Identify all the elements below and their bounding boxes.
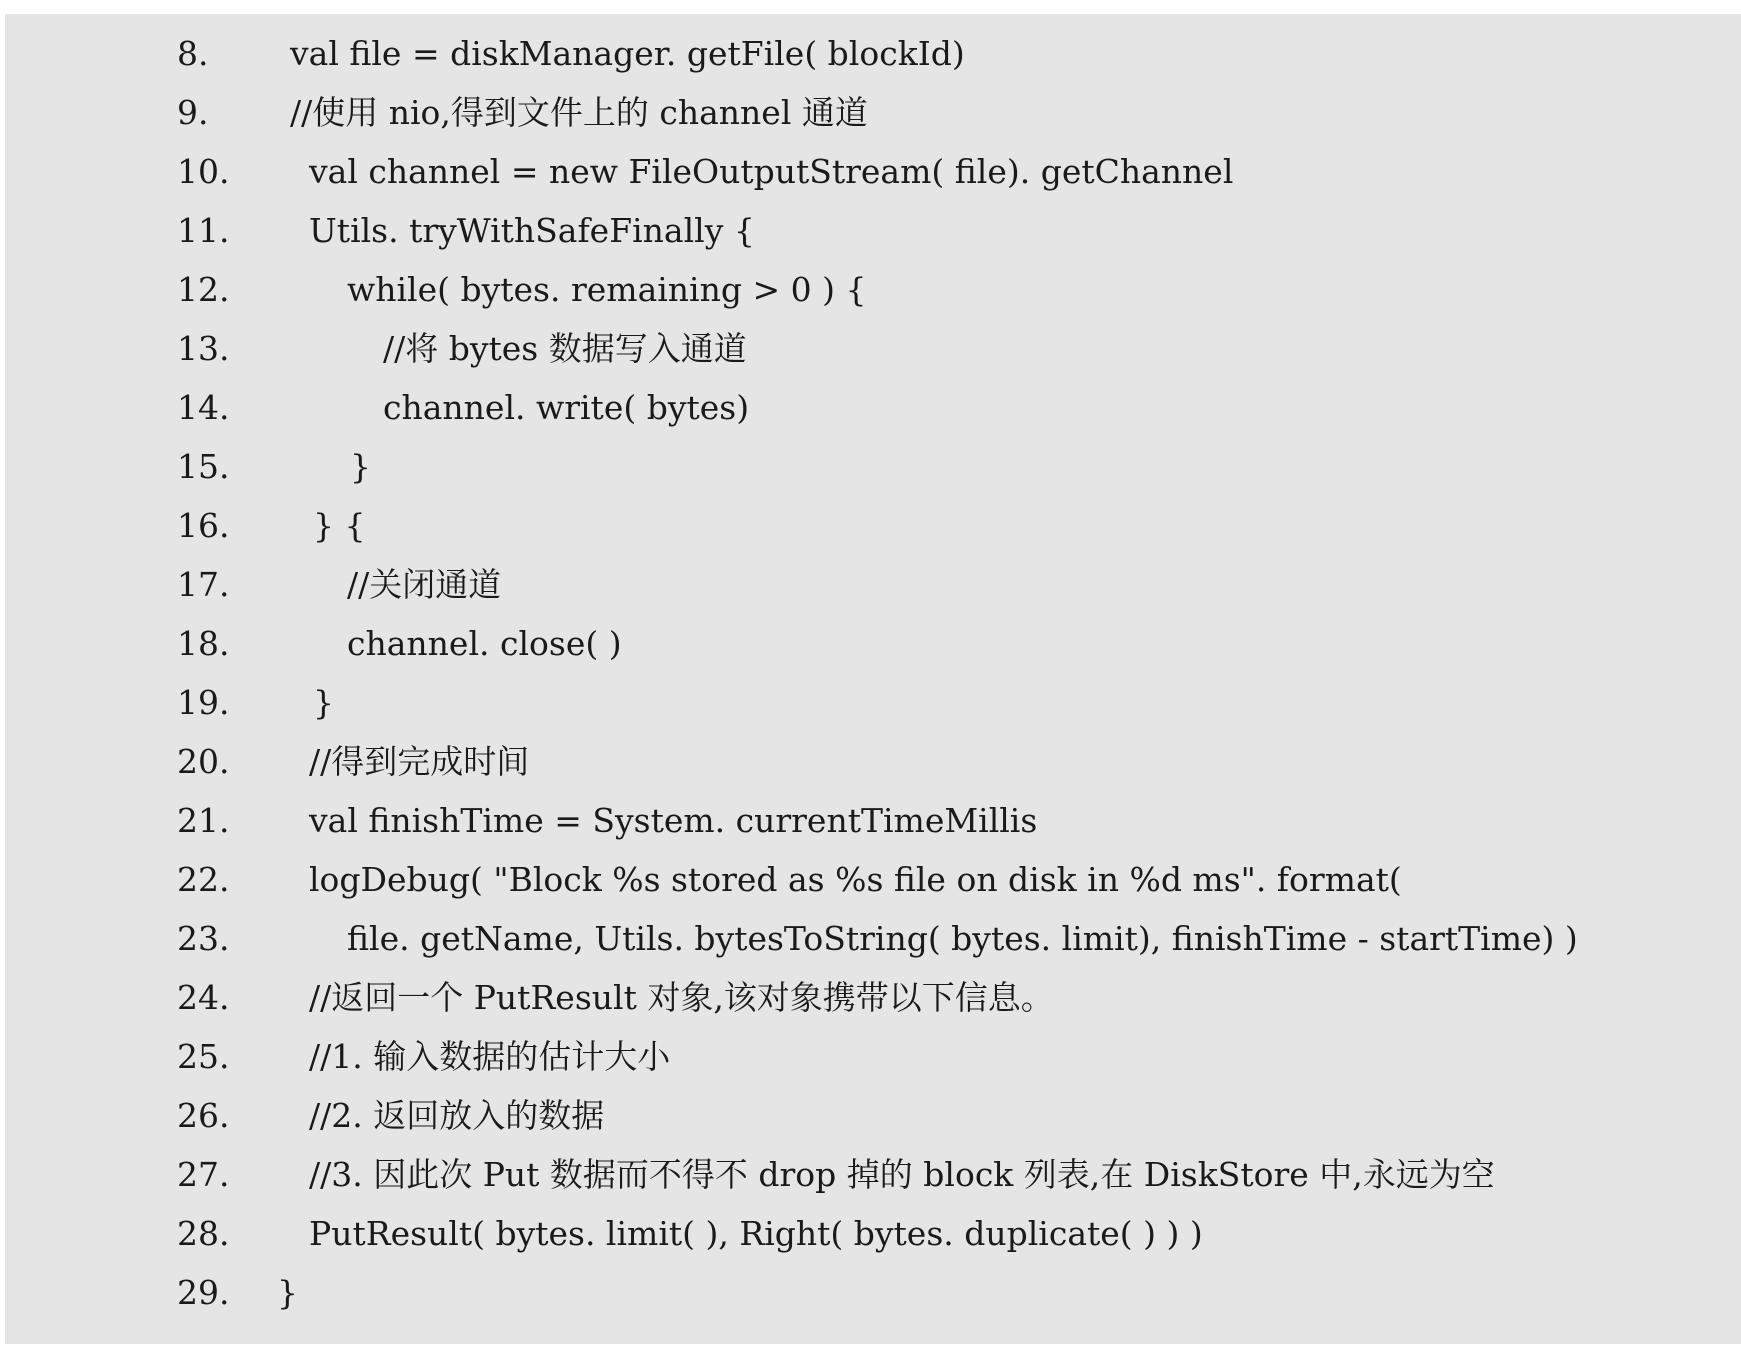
line-text: } {: [313, 506, 366, 545]
line-text: }: [350, 447, 371, 486]
line-text: //得到完成时间: [309, 742, 530, 781]
line-number: 9.: [177, 93, 209, 132]
line-text: val file = diskManager. getFile( blockId): [290, 34, 965, 73]
line-number: 17.: [177, 565, 230, 604]
code-line: [5, 732, 1741, 791]
line-text: //返回一个 PutResult 对象,该对象携带以下信息。: [309, 978, 1054, 1017]
line-text: Utils. tryWithSafeFinally {: [309, 211, 755, 250]
code-line: [5, 614, 1741, 673]
line-text: //3. 因此次 Put 数据而不得不 drop 掉的 block 列表,在 DiskStore 中,永远为空: [309, 1155, 1495, 1194]
code-block: [5, 14, 1741, 1344]
code-line: [5, 909, 1741, 968]
code-line: [5, 201, 1741, 260]
code-line: [5, 1027, 1741, 1086]
code-line: [5, 555, 1741, 614]
line-text: val finishTime = System. currentTimeMillis: [309, 801, 1038, 840]
line-number: 29.: [177, 1273, 230, 1312]
line-text: file. getName, Utils. bytesToString( bytes. limit), finishTime - startTime) ): [347, 919, 1578, 958]
code-line: [5, 437, 1741, 496]
line-text: //1. 输入数据的估计大小: [309, 1037, 671, 1076]
code-line: [5, 1086, 1741, 1145]
line-text: //2. 返回放入的数据: [309, 1096, 605, 1135]
line-text: val channel = new FileOutputStream( file). getChannel: [309, 152, 1234, 191]
line-text: channel. write( bytes): [383, 388, 750, 427]
code-line: [5, 673, 1741, 732]
line-number: 13.: [177, 329, 230, 368]
code-line: [5, 260, 1741, 319]
code-line: [5, 850, 1741, 909]
line-text: //将 bytes 数据写入通道: [383, 329, 747, 368]
line-text: while( bytes. remaining > 0 ) {: [347, 270, 867, 309]
line-number: 28.: [177, 1214, 230, 1253]
code-line: [5, 24, 1741, 83]
line-text: //关闭通道: [347, 565, 502, 604]
code-line: [5, 1263, 1741, 1322]
line-number: 15.: [177, 447, 230, 486]
line-number: 10.: [177, 152, 230, 191]
line-number: 19.: [177, 683, 230, 722]
code-line: [5, 496, 1741, 555]
line-number: 22.: [177, 860, 230, 899]
line-text: logDebug( "Block %s stored as %s file on disk in %d ms". format(: [309, 860, 1402, 899]
line-number: 14.: [177, 388, 230, 427]
line-number: 27.: [177, 1155, 230, 1194]
line-number: 21.: [177, 801, 230, 840]
line-number: 16.: [177, 506, 230, 545]
line-number: 18.: [177, 624, 230, 663]
code-line: [5, 319, 1741, 378]
line-number: 25.: [177, 1037, 230, 1076]
line-number: 12.: [177, 270, 230, 309]
line-text: //使用 nio,得到文件上的 channel 通道: [290, 93, 868, 132]
code-line: [5, 968, 1741, 1027]
code-line: [5, 791, 1741, 850]
line-number: 8.: [177, 34, 209, 73]
line-number: 23.: [177, 919, 230, 958]
code-line: [5, 142, 1741, 201]
code-line: [5, 378, 1741, 437]
line-number: 24.: [177, 978, 230, 1017]
line-text: channel. close( ): [347, 624, 622, 663]
line-text: }: [277, 1273, 298, 1312]
line-text: }: [313, 683, 334, 722]
code-line: [5, 1204, 1741, 1263]
line-number: 26.: [177, 1096, 230, 1135]
code-line: [5, 83, 1741, 142]
line-text: PutResult( bytes. limit( ), Right( bytes. duplicate( ) ) ): [309, 1214, 1203, 1253]
line-number: 11.: [177, 211, 230, 250]
code-line: [5, 1145, 1741, 1204]
line-number: 20.: [177, 742, 230, 781]
